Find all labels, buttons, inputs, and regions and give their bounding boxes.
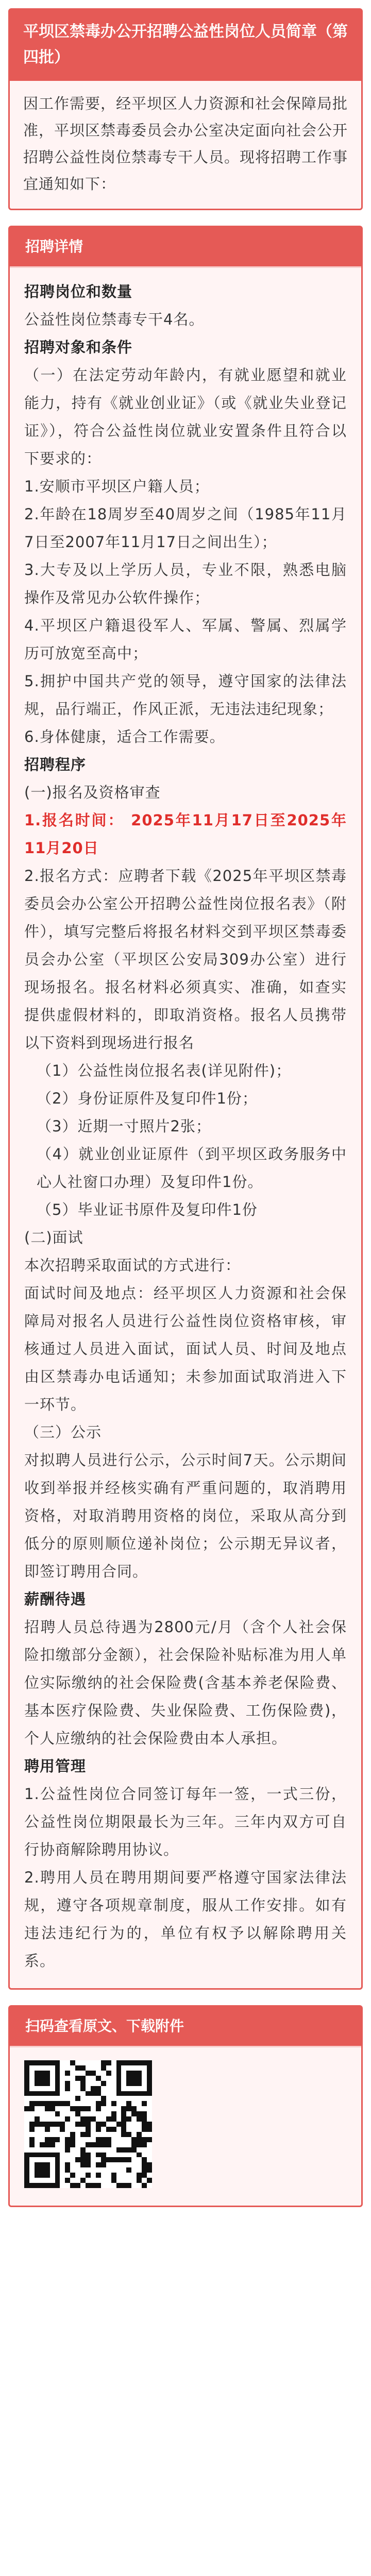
text-requirement-general: （一）在法定劳动年龄内，有就业愿望和就业能力，持有《就业创业证》（或《就业失业登记证》），符合公益性岗位就业安置条件且符合以下要求的： (24, 366, 347, 467)
text-registration-time: 1.报名时间： 2025年11月17日至2025年11月20日 (24, 811, 347, 857)
text-positions: 公益性岗位禁毒专干4名。 (24, 311, 205, 328)
recruitment-details-header: 招聘详情 (10, 227, 361, 266)
text-management-1: 1.公益性岗位合同签订每年一签，一式三份，公益性岗位期限最长为三年。三年内双方可自行协商解除聘用协议。 (24, 1785, 347, 1858)
qr-code-image[interactable] (24, 2060, 152, 2188)
heading-requirements: 招聘对象和条件 (24, 338, 133, 356)
text-requirement-3: 3.大专及以上学历人员，专业不限，熟悉电脑操作及常见办公软件操作； (24, 561, 347, 606)
announcement-intro: 因工作需要，经平坝区人力资源和社会保障局批准，平坝区禁毒委员会办公室决定面向社会公开招聘公益性岗位禁毒专干人员。现将招聘工作事宜通知如下： (23, 95, 348, 193)
announcement-heading: 平坝区禁毒办公开招聘公益性岗位人员简章（第四批） (10, 10, 361, 81)
text-requirement-2: 2.年龄在18周岁至40周岁之间（1985年11月7日至2007年11月17日之间出生）； (24, 505, 347, 551)
text-requirement-1: 1.安顺市平坝区户籍人员； (24, 478, 210, 495)
text-interview-detail: 面试时间及地点：经平坝区人力资源和社会保障局对报名人员进行公益性岗位资格审核，审核通过人员进入面试，面试人员、时间及地点由区禁毒办电话通知；未参加面试取消进入下一环节。 (24, 1284, 347, 1413)
text-requirement-4: 4.平坝区户籍退役军人、军属、警属、烈属学历可放宽至高中； (24, 617, 347, 662)
text-requirement-5: 5.拥护中国共产党的领导，遵守国家的法律法规，品行端正，作风正派，无违法违纪现象； (24, 672, 347, 718)
text-material-4: （4）就业创业证原件（到平坝区政务服务中心人社窗口办理）及复印件1份。 (37, 1145, 347, 1191)
qr-code-body (10, 2046, 361, 2206)
heading-management: 聘用管理 (24, 1757, 87, 1775)
text-management-2: 2.聘用人员在聘用期间要严格遵守国家法律法规，遵守各项规章制度，服从工作安排。如有违法违纪行为的，单位有权予以解除聘用关系。 (24, 1869, 347, 1970)
text-registration-method: 2.报名方式：应聘者下载《2025年平坝区禁毒委员会办公室公开招聘公益性岗位报名表》（附件），填写完整后将报名材料交到平坝区禁毒委员会办公室（平坝区公安局309办公室）进行现场报名。报名材料必须真实、准确，如查实提供虚假材料的，即取消资格。报名人员携带以下资料到现场进行报名 (24, 867, 347, 1052)
heading-procedure: 招聘程序 (24, 756, 87, 773)
heading-positions: 招聘岗位和数量 (24, 283, 133, 300)
text-interview-heading: (二)面试 (24, 1229, 83, 1246)
text-salary: 招聘人员总待遇为2800元/月（含个人社会保险扣缴部分金额），社会保险补贴标准为用人单位实际缴纳的社会保险费(含基本养老保险费、基本医疗保险费、失业保险费、工伤保险费)，个人应缴纳的社会保险费由本人承担。 (24, 1618, 347, 1747)
text-material-1: （1）公益性岗位报名表(详见附件)； (37, 1062, 292, 1079)
text-requirement-6: 6.身体健康，适合工作需要。 (24, 728, 225, 745)
text-publicity-heading: （三）公示 (24, 1423, 102, 1441)
text-interview-method: 本次招聘采取面试的方式进行： (24, 1257, 241, 1274)
qr-code-header: 扫码查看原文、下载附件 (10, 2007, 361, 2046)
text-material-2: （2）身份证原件及复印件1份； (37, 1090, 258, 1107)
text-material-5: （5）毕业证书原件及复印件1份 (37, 1201, 258, 1218)
text-registration-heading: (一)报名及资格审查 (24, 784, 161, 801)
heading-salary: 薪酬待遇 (24, 1590, 87, 1608)
text-publicity-detail: 对拟聘人员进行公示，公示时间7天。公示期间收到举报并经核实确有严重问题的，取消聘用资格，对取消聘用资格的岗位，采取从高分到低分的原则顺位递补岗位；公示期无异议者，即签订聘用合同。 (24, 1451, 347, 1580)
recruitment-details-section (8, 226, 363, 1990)
announcement-title-card (8, 8, 363, 210)
qr-code-section (8, 2005, 363, 2207)
recruitment-details-body (10, 266, 361, 1988)
text-material-3: （3）近期一寸照片2张； (37, 1117, 211, 1135)
